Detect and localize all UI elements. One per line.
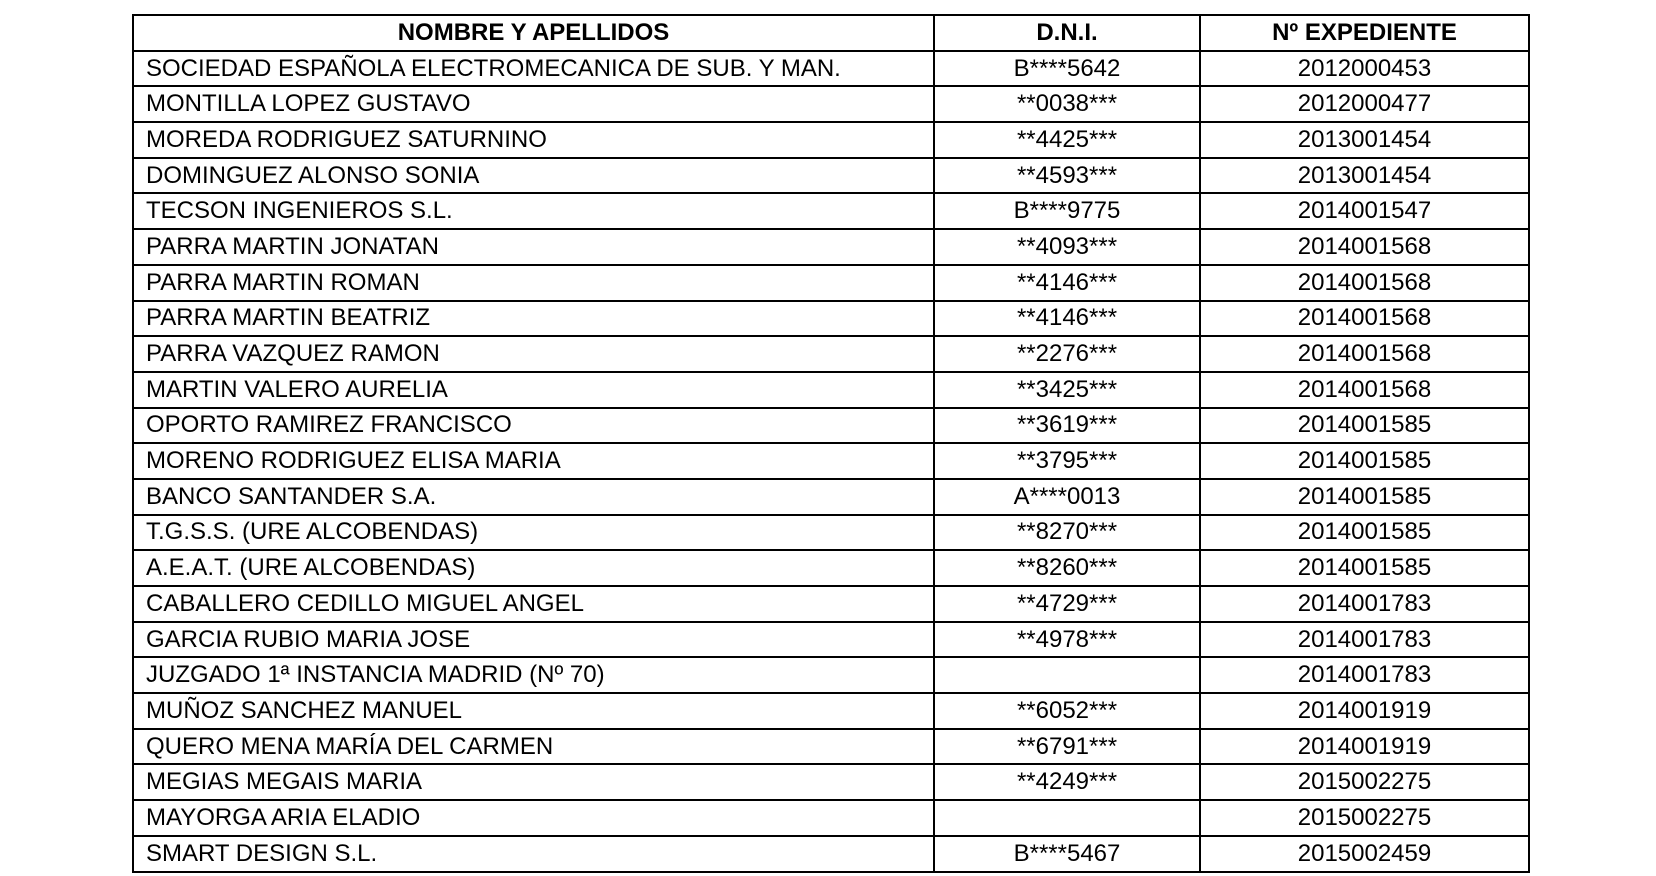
cell-dni: **3425***: [934, 372, 1200, 408]
cell-exp: 2014001783: [1200, 657, 1529, 693]
table-row: [133, 622, 1529, 658]
cell-name: CABALLERO CEDILLO MIGUEL ANGEL: [133, 586, 934, 622]
cell-exp: 2012000453: [1200, 51, 1529, 87]
cell-exp: 2014001585: [1200, 443, 1529, 479]
cell-exp: 2014001568: [1200, 336, 1529, 372]
cell-exp: 2015002459: [1200, 836, 1529, 872]
cell-name: DOMINGUEZ ALONSO SONIA: [133, 158, 934, 194]
table-row: [133, 229, 1529, 265]
cell-dni: **3795***: [934, 443, 1200, 479]
cell-dni: B****5642: [934, 51, 1200, 87]
header-row: [133, 15, 1529, 51]
cell-exp: 2015002275: [1200, 800, 1529, 836]
table-header: [133, 15, 1529, 51]
table-row: [133, 86, 1529, 122]
table-row: [133, 729, 1529, 765]
table-row: [133, 515, 1529, 551]
cell-dni: B****9775: [934, 193, 1200, 229]
cell-exp: 2014001585: [1200, 479, 1529, 515]
table-row: [133, 265, 1529, 301]
cell-dni: **4593***: [934, 158, 1200, 194]
notification-table: [132, 14, 1530, 873]
cell-exp: 2012000477: [1200, 86, 1529, 122]
cell-dni: **6052***: [934, 693, 1200, 729]
cell-dni: **4425***: [934, 122, 1200, 158]
cell-dni: **0038***: [934, 86, 1200, 122]
cell-exp: 2014001783: [1200, 622, 1529, 658]
cell-name: TECSON INGENIEROS S.L.: [133, 193, 934, 229]
cell-dni: **4729***: [934, 586, 1200, 622]
cell-name: A.E.A.T. (URE ALCOBENDAS): [133, 550, 934, 586]
cell-name: GARCIA RUBIO MARIA JOSE: [133, 622, 934, 658]
table-row: [133, 158, 1529, 194]
cell-exp: 2014001783: [1200, 586, 1529, 622]
cell-name: MARTIN VALERO AURELIA: [133, 372, 934, 408]
cell-dni: **4146***: [934, 265, 1200, 301]
cell-name: MORENO RODRIGUEZ ELISA MARIA: [133, 443, 934, 479]
cell-exp: 2014001568: [1200, 372, 1529, 408]
cell-name: SMART DESIGN S.L.: [133, 836, 934, 872]
table-row: [133, 336, 1529, 372]
header-expediente: Nº EXPEDIENTE: [1200, 15, 1529, 51]
table-row: [133, 586, 1529, 622]
table-row: [133, 479, 1529, 515]
cell-exp: 2014001585: [1200, 515, 1529, 551]
cell-exp: 2013001454: [1200, 158, 1529, 194]
cell-name: BANCO SANTANDER S.A.: [133, 479, 934, 515]
cell-dni: **2276***: [934, 336, 1200, 372]
cell-name: MEGIAS MEGAIS MARIA: [133, 764, 934, 800]
cell-name: SOCIEDAD ESPAÑOLA ELECTROMECANICA DE SUB. Y MAN.: [133, 51, 934, 87]
cell-name: PARRA VAZQUEZ RAMON: [133, 336, 934, 372]
header-dni: D.N.I.: [934, 15, 1200, 51]
table-row: [133, 800, 1529, 836]
cell-dni: [934, 657, 1200, 693]
table-row: [133, 193, 1529, 229]
table-row: [133, 550, 1529, 586]
table-row: [133, 122, 1529, 158]
cell-exp: 2014001568: [1200, 229, 1529, 265]
cell-name: MAYORGA ARIA ELADIO: [133, 800, 934, 836]
table-row: [133, 693, 1529, 729]
cell-name: MUÑOZ SANCHEZ MANUEL: [133, 693, 934, 729]
cell-name: JUZGADO 1ª INSTANCIA MADRID (Nº 70): [133, 657, 934, 693]
cell-dni: **8260***: [934, 550, 1200, 586]
cell-dni: A****0013: [934, 479, 1200, 515]
cell-dni: B****5467: [934, 836, 1200, 872]
table-row: [133, 372, 1529, 408]
cell-dni: **4093***: [934, 229, 1200, 265]
cell-name: OPORTO RAMIREZ FRANCISCO: [133, 408, 934, 444]
table-row: [133, 764, 1529, 800]
cell-exp: 2014001568: [1200, 265, 1529, 301]
cell-exp: 2014001585: [1200, 550, 1529, 586]
cell-name: PARRA MARTIN ROMAN: [133, 265, 934, 301]
table-row: [133, 408, 1529, 444]
cell-name: QUERO MENA MARÍA DEL CARMEN: [133, 729, 934, 765]
cell-exp: 2013001454: [1200, 122, 1529, 158]
cell-dni: [934, 800, 1200, 836]
table-row: [133, 836, 1529, 872]
cell-dni: **8270***: [934, 515, 1200, 551]
cell-dni: **4146***: [934, 301, 1200, 337]
cell-exp: 2014001568: [1200, 301, 1529, 337]
table-row: [133, 443, 1529, 479]
header-name: NOMBRE Y APELLIDOS: [133, 15, 934, 51]
cell-dni: **6791***: [934, 729, 1200, 765]
cell-name: T.G.S.S. (URE ALCOBENDAS): [133, 515, 934, 551]
table-row: [133, 51, 1529, 87]
table-row: [133, 301, 1529, 337]
cell-dni: **4249***: [934, 764, 1200, 800]
cell-name: MOREDA RODRIGUEZ SATURNINO: [133, 122, 934, 158]
cell-name: PARRA MARTIN BEATRIZ: [133, 301, 934, 337]
table-body: [133, 51, 1529, 872]
cell-exp: 2014001919: [1200, 693, 1529, 729]
cell-name: PARRA MARTIN JONATAN: [133, 229, 934, 265]
cell-exp: 2014001585: [1200, 408, 1529, 444]
cell-dni: **3619***: [934, 408, 1200, 444]
cell-name: MONTILLA LOPEZ GUSTAVO: [133, 86, 934, 122]
cell-exp: 2015002275: [1200, 764, 1529, 800]
cell-exp: 2014001919: [1200, 729, 1529, 765]
table-row: [133, 657, 1529, 693]
cell-exp: 2014001547: [1200, 193, 1529, 229]
cell-dni: **4978***: [934, 622, 1200, 658]
